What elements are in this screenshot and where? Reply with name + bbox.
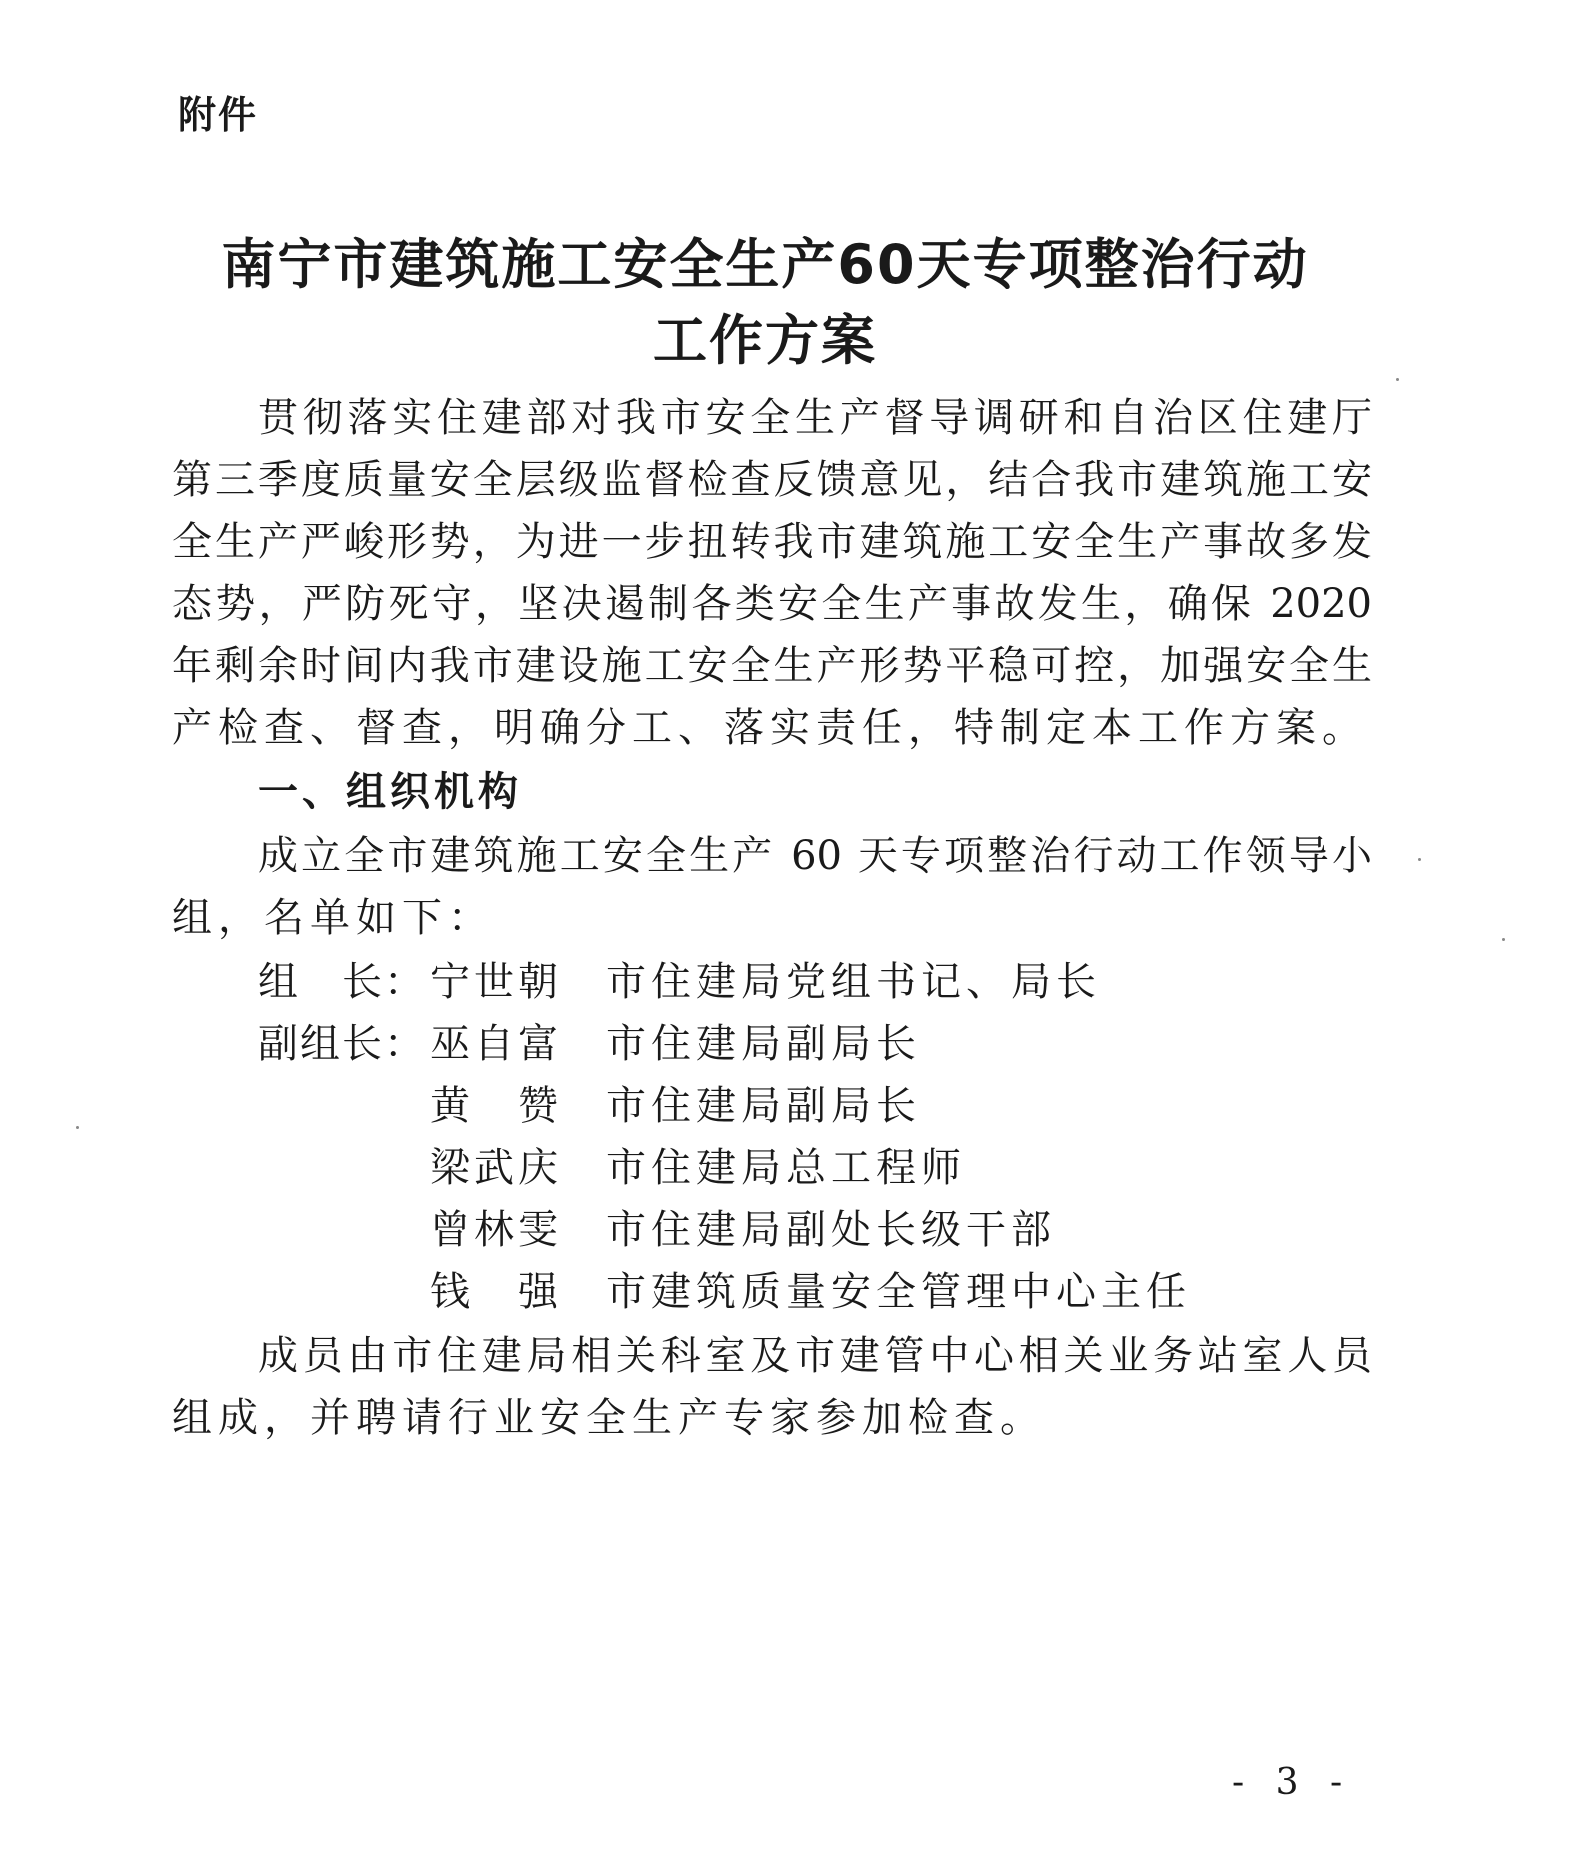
section-para-line-2: 组，名单如下：: [172, 895, 494, 941]
scan-speck: [1418, 858, 1421, 861]
member-title: 市住建局副处长级干部: [606, 1207, 1056, 1253]
member-title: 市住建局副局长: [606, 1083, 921, 1129]
document-title-line-1: 南宁市建筑施工安全生产60天专项整治行动: [221, 233, 1309, 296]
intro-line-2: 第三季度质量安全层级监督检查反馈意见，结合我市建筑施工安: [172, 457, 1372, 503]
scan-speck: [76, 1126, 79, 1129]
scan-speck: [1396, 378, 1399, 381]
section-heading-organization: 一、组织机构: [258, 769, 522, 815]
member-name: 巫自富: [430, 1021, 562, 1067]
member-title: 市住建局副局长: [606, 1021, 921, 1067]
page-number: - 3 -: [1232, 1762, 1353, 1803]
scan-speck: [1502, 938, 1505, 941]
member-name: 宁世朝: [430, 959, 562, 1005]
member-name: 黄 赞: [430, 1083, 562, 1129]
intro-line-4: 态势，严防死守，坚决遏制各类安全生产事故发生，确保 2020: [172, 581, 1372, 627]
member-title: 市住建局党组书记、局长: [606, 959, 1101, 1005]
member-name: 梁武庆: [430, 1145, 562, 1191]
document-title-line-2: 工作方案: [653, 309, 877, 372]
intro-line-3: 全生产严峻形势，为进一步扭转我市建筑施工安全生产事故多发: [172, 519, 1372, 565]
section-para-line-1: 成立全市建筑施工安全生产 60 天专项整治行动工作领导小: [258, 833, 1372, 879]
member-name: 曾林雯: [430, 1207, 562, 1253]
closing-line-2: 组成，并聘请行业安全生产专家参加检查。: [172, 1395, 1046, 1441]
member-role: 副组长：: [258, 1021, 426, 1067]
closing-line-1: 成员由市住建局相关科室及市建管中心相关业务站室人员: [258, 1333, 1372, 1379]
intro-line-1: 贯彻落实住建部对我市安全生产督导调研和自治区住建厅: [258, 395, 1372, 441]
intro-line-6: 产检查、督查，明确分工、落实责任，特制定本工作方案。: [172, 705, 1368, 751]
member-name: 钱 强: [430, 1269, 562, 1315]
member-title: 市建筑质量安全管理中心主任: [606, 1269, 1191, 1315]
attachment-label: 附件: [178, 93, 259, 137]
intro-line-5: 年剩余时间内我市建设施工安全生产形势平稳可控，加强安全生: [172, 643, 1372, 689]
member-title: 市住建局总工程师: [606, 1145, 966, 1191]
member-role: 组 长：: [258, 959, 426, 1005]
